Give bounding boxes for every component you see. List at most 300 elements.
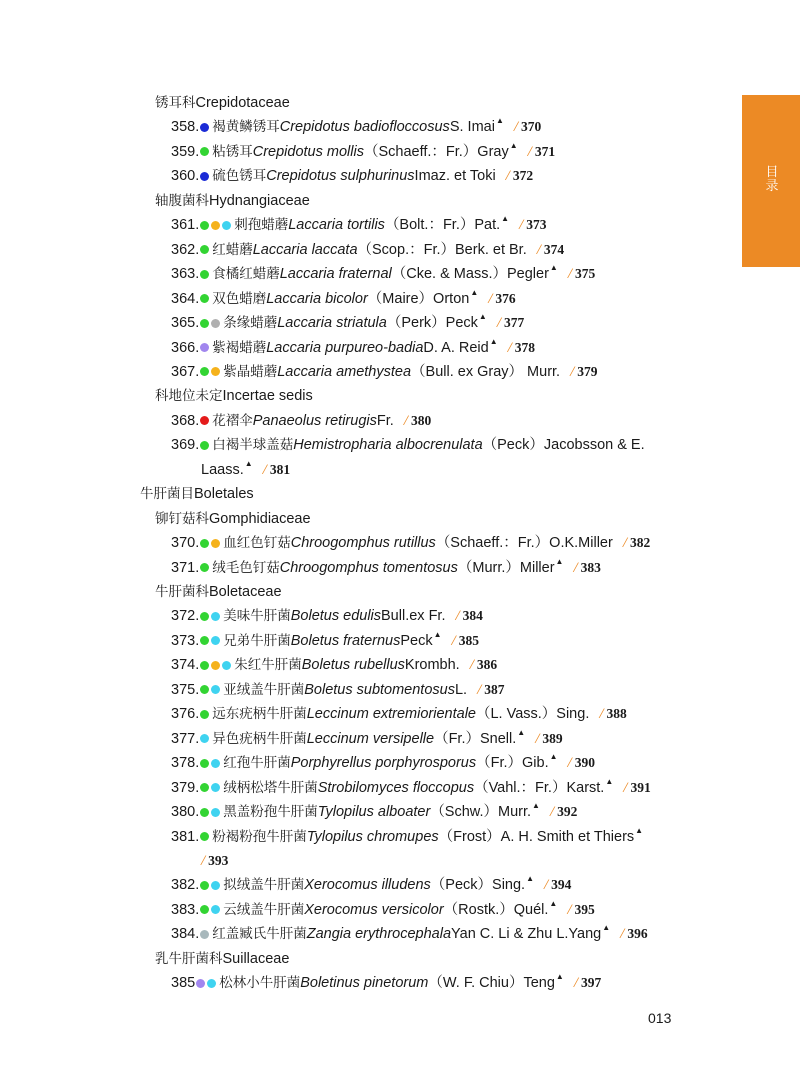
- page-reference: 396: [627, 926, 648, 942]
- heading-chinese-name: 牛肝菌科: [155, 584, 209, 600]
- cyan-dot-icon: [222, 661, 231, 670]
- page-link[interactable]: [623, 531, 650, 555]
- yellow-dot-icon: [211, 221, 220, 230]
- page-link[interactable]: [623, 776, 650, 800]
- entry-number: 362.: [171, 241, 200, 258]
- chinese-name: 黑盖粉孢牛肝菌: [223, 804, 318, 821]
- triangle-marker-icon: ▲: [244, 458, 253, 468]
- author-citation: L.: [454, 681, 468, 698]
- page-link[interactable]: [477, 678, 504, 702]
- heading-chinese-name: 乳牛肝菌科: [155, 950, 223, 967]
- triangle-marker-icon: ▲: [605, 776, 614, 786]
- slash-separator-icon: /: [570, 363, 575, 380]
- page-link[interactable]: [574, 971, 601, 995]
- author-citation: Fr.: [376, 412, 394, 429]
- page-reference: 393: [208, 852, 229, 868]
- page-link[interactable]: [263, 458, 290, 482]
- family-heading: [155, 580, 282, 604]
- family-heading: [155, 947, 289, 971]
- category-markers: [200, 759, 222, 768]
- page-link[interactable]: [544, 873, 571, 897]
- chinese-name: 亚绒盖牛肝菌: [223, 681, 305, 698]
- entry-number: 374.: [171, 657, 200, 674]
- category-markers: [200, 905, 222, 914]
- slash-separator-icon: /: [505, 168, 510, 185]
- toc-entry: [171, 140, 555, 164]
- category-markers: [200, 563, 211, 572]
- slash-separator-icon: /: [469, 657, 474, 674]
- page-reference: 394: [551, 877, 572, 893]
- category-markers: [200, 661, 233, 670]
- entry-number: 358.: [171, 119, 200, 136]
- yellow-dot-icon: [211, 661, 220, 670]
- purple-dot-icon: [200, 343, 209, 352]
- slash-separator-icon: /: [573, 559, 578, 576]
- page-reference: 376: [495, 290, 516, 306]
- page-reference: 386: [476, 657, 498, 673]
- page-link[interactable]: [573, 556, 600, 580]
- slash-separator-icon: /: [549, 804, 555, 821]
- green-dot-icon: [200, 783, 209, 792]
- page-reference: 380: [410, 412, 432, 428]
- entry-number: 373.: [171, 632, 200, 649]
- slash-separator-icon: /: [451, 632, 456, 649]
- chinese-name: 兄弟牛肝菌: [223, 632, 291, 649]
- green-dot-icon: [200, 832, 209, 841]
- scientific-name: Strobilomyces floccopus: [317, 779, 475, 796]
- scientific-name: Laccaria tortilis: [288, 217, 385, 234]
- slash-separator-icon: /: [455, 608, 460, 625]
- scientific-name: Hemistropharia albocrenulata: [293, 437, 483, 454]
- page-link[interactable]: [488, 287, 515, 311]
- chinese-name: 白褐半球盖菇: [212, 437, 294, 454]
- family-heading: [155, 384, 313, 408]
- order-heading: [140, 482, 254, 506]
- green-dot-icon: [200, 759, 209, 768]
- author-citation: （Bull. ex Gray） Murr.: [411, 363, 561, 380]
- entry-number: 380.: [171, 804, 200, 821]
- chinese-name: 朱红牛肝菌: [234, 657, 302, 674]
- entry-number: 372.: [171, 608, 200, 625]
- chinese-name: 绒柄松塔牛肝菌: [223, 779, 318, 796]
- author-citation: Krombh.: [404, 657, 460, 674]
- triangle-marker-icon: ▲: [532, 801, 540, 811]
- slash-separator-icon: /: [599, 706, 604, 723]
- family-heading: [155, 507, 311, 531]
- green-dot-icon: [200, 147, 209, 156]
- green-dot-icon: [200, 636, 209, 645]
- page-reference: 397: [580, 975, 602, 991]
- slash-separator-icon: /: [519, 217, 524, 234]
- chinese-name: 紫晶蜡蘑: [223, 363, 278, 380]
- author-citation: Bull.ex Fr.: [381, 608, 446, 625]
- page-link[interactable]: [519, 213, 546, 237]
- toc-entry: [171, 629, 479, 653]
- author-citation: （Schaeff.：Fr.）Gray: [363, 143, 509, 160]
- heading-chinese-name: 牛肝菌目: [140, 486, 194, 503]
- family-heading: [155, 91, 290, 115]
- category-markers: [200, 685, 222, 694]
- entry-number: 379.: [171, 779, 200, 796]
- toc-entry: [171, 360, 598, 384]
- cyan-dot-icon: [222, 221, 231, 230]
- yellow-dot-icon: [211, 539, 220, 548]
- entry-number: 367.: [171, 363, 200, 380]
- page-link[interactable]: [508, 336, 535, 360]
- scientific-name: Leccinum extremiorientale: [306, 706, 476, 723]
- toc-entry: [171, 751, 595, 775]
- scientific-name: Crepidotus sulphurinus: [266, 168, 415, 185]
- slash-separator-icon: /: [488, 290, 493, 307]
- category-markers: [200, 808, 222, 817]
- gray-dot-icon: [211, 319, 220, 328]
- page-reference: 392: [557, 804, 578, 820]
- scientific-name: Laccaria bicolor: [266, 290, 368, 307]
- author-citation: （Schaeff.：Fr.）O.K.Miller: [435, 535, 613, 552]
- chinese-name: 硫色锈耳: [212, 168, 267, 185]
- page-link[interactable]: [455, 604, 482, 628]
- chinese-name: 条缘蜡蘑: [223, 315, 278, 332]
- page-link[interactable]: [404, 409, 431, 433]
- toc-entry: [171, 873, 571, 897]
- toc-entry: [171, 531, 650, 555]
- toc-entry: [171, 164, 533, 188]
- author-citation: （L. Vass.）Sing.: [475, 706, 590, 723]
- toc-entry: [171, 336, 535, 360]
- slash-separator-icon: /: [567, 901, 572, 918]
- cyan-dot-icon: [211, 881, 220, 890]
- green-dot-icon: [200, 221, 209, 230]
- chinese-name: 粘锈耳: [212, 143, 253, 160]
- heading-chinese-name: 锈耳科: [155, 95, 196, 111]
- page-reference: 382: [629, 535, 651, 551]
- slash-separator-icon: /: [535, 730, 540, 747]
- toc-entry: [171, 409, 431, 433]
- slash-separator-icon: /: [536, 241, 541, 258]
- page-link[interactable]: [599, 702, 626, 726]
- category-markers: [200, 783, 222, 792]
- scientific-name: Xerocomus illudens: [304, 877, 431, 894]
- author-citation: （Scop.：Fr.）Berk. et Br.: [357, 241, 527, 258]
- heading-latin-name: Hydnangiaceae: [209, 192, 310, 209]
- chinese-name: 绒毛色钉菇: [212, 559, 280, 576]
- author-citation: D. A. Reid: [423, 339, 489, 356]
- slash-separator-icon: /: [567, 755, 572, 772]
- page-reference: 384: [462, 608, 483, 624]
- entry-number: 359.: [171, 143, 200, 160]
- entry-number: 385: [171, 975, 196, 992]
- green-dot-icon: [200, 612, 209, 621]
- author-citation: （Peck）Sing.: [430, 877, 526, 894]
- chinese-name: 拟绒盖牛肝菌: [223, 877, 305, 894]
- cyan-dot-icon: [211, 685, 220, 694]
- entry-number: 383.: [171, 901, 200, 918]
- category-markers: [200, 832, 211, 841]
- triangle-marker-icon: ▲: [509, 140, 518, 150]
- toc-entry: [171, 800, 577, 824]
- author-citation: （Schw.）Murr.: [430, 804, 532, 821]
- page-link[interactable]: [201, 849, 228, 873]
- green-dot-icon: [200, 367, 209, 376]
- scientific-name: Boletus rubellus: [301, 657, 405, 674]
- scientific-name: Panaeolus retirugis: [252, 412, 377, 429]
- triangle-marker-icon: ▲: [470, 287, 479, 297]
- heading-latin-name: Crepidotaceae: [195, 95, 290, 111]
- category-markers: [200, 710, 211, 719]
- entry-number: 371.: [171, 559, 200, 576]
- chinese-name: 粉褐粉孢牛肝菌: [212, 828, 307, 845]
- page-reference: 370: [521, 119, 542, 135]
- page-link[interactable]: [567, 898, 594, 922]
- page-reference: 377: [504, 315, 525, 331]
- heading-chinese-name: 科地位未定: [155, 388, 223, 405]
- toc-entry: [171, 311, 524, 335]
- page-reference: 387: [484, 681, 505, 697]
- entry-number: 363.: [171, 266, 200, 283]
- purple-dot-icon: [196, 979, 205, 988]
- page-reference: 381: [269, 461, 291, 477]
- heading-latin-name: Gomphidiaceae: [209, 510, 311, 527]
- green-dot-icon: [200, 294, 209, 303]
- triangle-marker-icon: ▲: [489, 336, 498, 346]
- category-markers: [200, 441, 211, 450]
- blue-dot-icon: [200, 123, 209, 132]
- scientific-name: Leccinum versipelle: [306, 730, 435, 747]
- page-reference: 373: [526, 217, 547, 233]
- category-markers: [200, 294, 211, 303]
- entry-number: 369.: [171, 437, 200, 454]
- category-markers: [200, 245, 211, 254]
- category-markers: [200, 123, 211, 132]
- page-link[interactable]: [497, 311, 524, 335]
- author-citation: （Vahl.：Fr.）Karst.: [474, 779, 605, 796]
- contents-side-tab-label: 目录: [765, 165, 779, 194]
- chinese-name: 血红色钉菇: [223, 535, 291, 552]
- toc-entry: [171, 262, 595, 286]
- chinese-name: 食橘红蜡蘑: [212, 266, 280, 283]
- page-reference: 379: [577, 363, 598, 379]
- green-dot-icon: [200, 661, 209, 670]
- chinese-name: 美味牛肝菌: [223, 608, 291, 625]
- green-dot-icon: [200, 808, 209, 817]
- heading-latin-name: Boletaceae: [209, 584, 282, 600]
- chinese-name: 异色疣柄牛肝菌: [212, 730, 307, 747]
- green-dot-icon: [200, 685, 209, 694]
- chinese-name: 刺孢蜡蘑: [234, 217, 289, 234]
- author-citation: Peck: [400, 632, 433, 649]
- chinese-name: 褐黄鳞锈耳: [212, 119, 280, 136]
- slash-separator-icon: /: [622, 535, 627, 552]
- scientific-name: Chroogomphus rutillus: [290, 535, 436, 552]
- family-heading: [155, 189, 310, 213]
- slash-separator-icon: /: [544, 877, 549, 894]
- triangle-marker-icon: ▲: [555, 556, 564, 566]
- category-markers: [200, 881, 222, 890]
- scientific-name: Boletinus pinetorum: [300, 975, 429, 992]
- slash-separator-icon: /: [262, 461, 267, 478]
- triangle-marker-icon: ▲: [549, 752, 558, 762]
- entry-number: 378.: [171, 755, 200, 772]
- author-citation: （W. F. Chiu）Teng: [428, 975, 555, 992]
- page-reference: 390: [574, 755, 595, 771]
- cyan-dot-icon: [200, 734, 209, 743]
- scientific-name: Laccaria laccata: [252, 241, 358, 258]
- scientific-name: Boletus edulis: [290, 608, 382, 625]
- cyan-dot-icon: [211, 905, 220, 914]
- category-markers: [200, 172, 211, 181]
- slash-separator-icon: /: [573, 975, 578, 992]
- toc-entry: [171, 287, 516, 311]
- page-link[interactable]: [528, 140, 555, 164]
- toc-entry: [171, 922, 648, 946]
- toc-entry-continuation: [201, 849, 228, 873]
- green-dot-icon: [200, 319, 209, 328]
- page-link[interactable]: [568, 262, 595, 286]
- slash-separator-icon: /: [403, 412, 408, 429]
- author-citation: Yan C. Li & Zhu L.Yang: [451, 926, 602, 943]
- page-reference: 391: [630, 779, 651, 795]
- author-citation: （Peck）Jacobsson & E.: [482, 437, 645, 454]
- green-dot-icon: [200, 563, 209, 572]
- triangle-marker-icon: ▲: [635, 825, 644, 835]
- category-markers: [200, 270, 211, 279]
- triangle-marker-icon: ▲: [549, 263, 558, 273]
- category-markers: [200, 734, 211, 743]
- scientific-name: Boletus subtomentosus: [304, 681, 455, 698]
- slash-separator-icon: /: [496, 315, 501, 332]
- scientific-name: Zangia erythrocephala: [306, 926, 452, 943]
- category-markers: [200, 416, 211, 425]
- author-citation: （Bolt.：Fr.）Pat.: [384, 217, 501, 234]
- triangle-marker-icon: ▲: [517, 727, 526, 737]
- yellow-dot-icon: [211, 367, 220, 376]
- author-citation: （Fr.）Gib.: [476, 755, 549, 772]
- page-link[interactable]: [470, 653, 497, 677]
- entry-number: 360.: [171, 168, 200, 185]
- chinese-name: 花褶伞: [212, 412, 253, 429]
- page-reference: 395: [574, 901, 595, 917]
- page-number: 013: [648, 1010, 672, 1026]
- page-link[interactable]: [550, 800, 577, 824]
- page-link[interactable]: [506, 164, 533, 188]
- scientific-name: Laccaria amethystea: [277, 363, 412, 380]
- green-dot-icon: [200, 905, 209, 914]
- page-reference: 372: [512, 168, 534, 184]
- toc-entry-continuation: [201, 458, 290, 482]
- page-reference: 389: [542, 730, 563, 746]
- scientific-name: Laccaria striatula: [277, 315, 387, 332]
- toc-entry: [171, 433, 645, 457]
- triangle-marker-icon: ▲: [478, 312, 487, 322]
- triangle-marker-icon: ▲: [549, 898, 558, 908]
- page-link[interactable]: [514, 115, 541, 139]
- blue-dot-icon: [200, 172, 209, 181]
- scientific-name: Boletus fraternus: [290, 632, 401, 649]
- green-dot-icon: [200, 710, 209, 719]
- author-citation: （Frost）A. H. Smith et Thiers: [438, 828, 635, 845]
- entry-number: 370.: [171, 535, 200, 552]
- category-markers: [200, 930, 211, 939]
- entry-number: 368.: [171, 412, 200, 429]
- category-markers: [200, 343, 211, 352]
- entry-number: 384.: [171, 926, 200, 943]
- page-reference: 375: [575, 266, 596, 282]
- author-citation: S. Imai: [449, 119, 495, 136]
- page-reference: 378: [514, 339, 536, 355]
- triangle-marker-icon: ▲: [501, 214, 510, 224]
- toc-entry: [171, 702, 627, 726]
- slash-separator-icon: /: [567, 266, 572, 283]
- cyan-dot-icon: [211, 783, 220, 792]
- entry-number: 382.: [171, 877, 200, 894]
- slash-separator-icon: /: [513, 119, 519, 136]
- green-dot-icon: [200, 245, 209, 254]
- triangle-marker-icon: ▲: [555, 972, 564, 982]
- page-link[interactable]: [568, 751, 595, 775]
- entry-number: 376.: [171, 706, 200, 723]
- toc-entry: [171, 556, 601, 580]
- toc-entry: [171, 776, 651, 800]
- heading-latin-name: Boletales: [194, 486, 254, 503]
- author-citation: Imaz. et Toki: [414, 168, 496, 185]
- page-link[interactable]: [452, 629, 479, 653]
- cyan-dot-icon: [207, 979, 216, 988]
- author-citation: （Cke. & Mass.）Pegler: [391, 266, 549, 283]
- heading-latin-name: Incertae sedis: [222, 388, 313, 405]
- page-link[interactable]: [620, 922, 647, 946]
- scientific-name: Crepidotus badiofloccosus: [279, 119, 450, 136]
- heading-chinese-name: 铆钉菇科: [155, 510, 209, 527]
- page-reference: 388: [606, 706, 627, 722]
- category-markers: [200, 636, 222, 645]
- slash-separator-icon: /: [623, 779, 628, 796]
- category-markers: [196, 979, 218, 988]
- triangle-marker-icon: ▲: [526, 874, 534, 884]
- toc-entry: [171, 213, 547, 237]
- page-reference: 371: [534, 143, 556, 159]
- chinese-name: 双色蜡磨: [212, 290, 267, 307]
- cyan-dot-icon: [211, 759, 220, 768]
- toc-entry: [171, 825, 643, 849]
- scientific-name: Crepidotus mollis: [252, 143, 364, 160]
- scientific-name: Laccaria fraternal: [279, 266, 392, 283]
- page-reference: 383: [580, 559, 601, 575]
- page-link[interactable]: [570, 360, 597, 384]
- chinese-name: 红蜡蘑: [212, 241, 253, 258]
- entry-number: 366.: [171, 339, 200, 356]
- chinese-name: 红孢牛肝菌: [223, 755, 291, 772]
- entry-number: 375.: [171, 681, 200, 698]
- entry-number: 381.: [171, 828, 200, 845]
- scientific-name: Chroogomphus tomentosus: [279, 559, 458, 576]
- scientific-name: Xerocomus versicolor: [304, 901, 444, 918]
- category-markers: [200, 539, 222, 548]
- page-reference: 385: [458, 632, 479, 648]
- toc-entry: [171, 238, 564, 262]
- heading-latin-name: Suillaceae: [222, 950, 290, 967]
- chinese-name: 远东疣柄牛肝菌: [212, 706, 307, 723]
- author-citation: （Fr.）Snell.: [434, 730, 517, 747]
- category-markers: [200, 612, 222, 621]
- cyan-dot-icon: [211, 808, 220, 817]
- entry-number: 377.: [171, 730, 200, 747]
- toc-entry: [171, 971, 601, 995]
- green-dot-icon: [200, 270, 209, 279]
- entry-number: 361.: [171, 217, 200, 234]
- author-citation: （Maire）Orton: [367, 290, 470, 307]
- toc-entry: [171, 115, 541, 139]
- triangle-marker-icon: ▲: [495, 116, 504, 126]
